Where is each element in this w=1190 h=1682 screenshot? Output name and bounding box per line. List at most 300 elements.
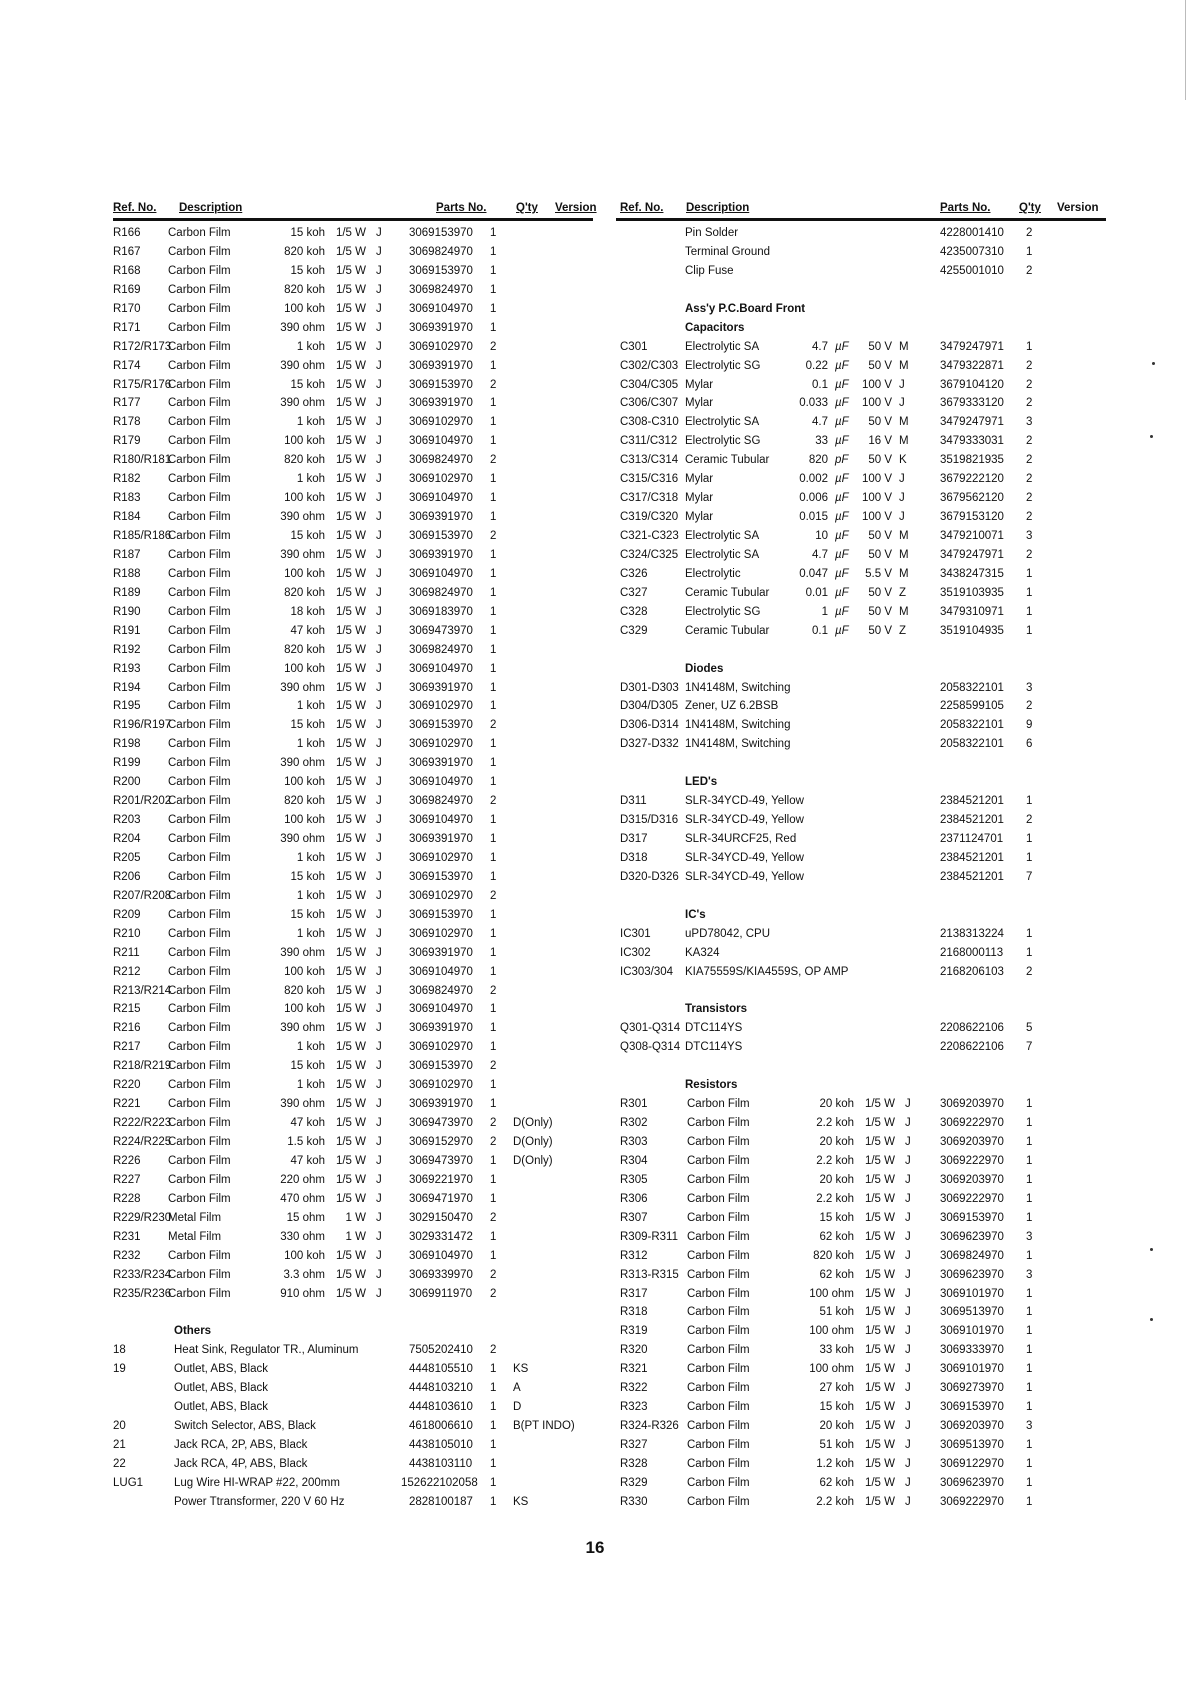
- pn-cell: 3069102970: [409, 889, 473, 902]
- desc-cell: Mylar: [685, 378, 714, 391]
- value-cell: 390 ohm: [280, 397, 325, 410]
- pn-cell: 3069101970: [940, 1287, 1004, 1300]
- pn-cell: 3069391970: [409, 359, 473, 372]
- long-cell: Others: [174, 1325, 212, 1338]
- table-row: [113, 263, 593, 282]
- table-row: [113, 395, 593, 414]
- scan-speck: [1150, 435, 1153, 438]
- pn-cell: 3069222970: [940, 1192, 1004, 1205]
- ref-cell: R207/R208: [113, 889, 172, 902]
- q-cell: 2: [1026, 965, 1033, 978]
- q-cell: 2: [490, 1268, 497, 1281]
- desc-cell: Electrolytic: [685, 567, 741, 580]
- q-cell: 2: [490, 795, 497, 808]
- t-cell: J: [376, 245, 382, 258]
- value-cell: 820 koh: [284, 984, 325, 997]
- table-row: [616, 1248, 1106, 1267]
- q-cell: 1: [1026, 1457, 1033, 1470]
- table-row: [113, 1399, 593, 1418]
- t-cell: J: [905, 1268, 911, 1281]
- long-cell: Ass'y P.C.Board Front: [685, 302, 806, 315]
- wattage-cell: 1/5 W: [335, 795, 366, 808]
- desc-cell: Carbon Film: [168, 1154, 231, 1167]
- q-cell: 1: [490, 624, 497, 637]
- t-cell: J: [905, 1173, 911, 1186]
- value-cell: 0.1: [812, 624, 828, 637]
- q-cell: 2: [490, 719, 497, 732]
- value-cell: 47 koh: [290, 1117, 325, 1130]
- value-cell: 390 ohm: [280, 1022, 325, 1035]
- t-cell: J: [376, 1268, 382, 1281]
- table-row: [616, 414, 1106, 433]
- desc-cell: Electrolytic SA: [685, 416, 760, 429]
- long-cell: Jack RCA, 4P, ABS, Black: [174, 1457, 308, 1470]
- t-cell: K: [899, 454, 907, 467]
- pn-cell: 3069153970: [409, 530, 473, 542]
- table-row: [113, 320, 593, 339]
- table-row: [113, 377, 593, 396]
- table-row: [113, 1039, 593, 1058]
- scan-speck: [1152, 362, 1155, 365]
- wattage-cell: 1/5 W: [335, 908, 366, 921]
- table-row: [616, 1494, 1106, 1513]
- value-cell: 0.015: [799, 511, 828, 524]
- desc-cell: Carbon Film: [687, 1420, 750, 1433]
- ref-cell: R172/R173: [113, 340, 172, 353]
- table-row: [616, 339, 1106, 358]
- t-cell: J: [376, 492, 382, 505]
- voltage-cell: 50 V: [868, 624, 892, 637]
- ref-cell: D320-D326: [620, 870, 679, 883]
- q-cell: 2: [490, 1117, 497, 1130]
- pn-cell: 3479247971: [940, 548, 1004, 561]
- ref-cell: R191: [113, 624, 141, 637]
- t-cell: J: [376, 681, 382, 694]
- wattage-cell: 1/5 W: [335, 340, 366, 353]
- q-cell: 1: [490, 435, 497, 448]
- t-cell: J: [376, 814, 382, 827]
- t-cell: J: [376, 397, 382, 410]
- table-row: [616, 831, 1106, 850]
- pn-cell: 2058322101: [940, 738, 1004, 751]
- table-row: [616, 1380, 1106, 1399]
- pn-cell: 2384521201: [940, 870, 1004, 883]
- desc-cell: Carbon Film: [168, 1079, 231, 1092]
- desc-cell: Carbon Film: [168, 814, 231, 827]
- q-cell: 2: [1026, 359, 1033, 372]
- wattage-cell: 1/5 W: [864, 1495, 895, 1508]
- t-cell: J: [905, 1192, 911, 1205]
- unit-cell: µF: [835, 397, 849, 410]
- desc-cell: Carbon Film: [687, 1476, 750, 1489]
- pn-cell: 3479247971: [940, 340, 1004, 353]
- pn-cell: 3069102970: [409, 473, 473, 486]
- wattage-cell: 1/5 W: [335, 1060, 366, 1073]
- pn-cell: 152622102058: [401, 1476, 478, 1489]
- long-cell: DTC114YS: [685, 1041, 743, 1054]
- value-cell: 1.5 koh: [287, 1136, 325, 1148]
- ref-cell: R309-R311: [620, 1230, 678, 1243]
- ref-cell: C324/C325: [620, 548, 679, 561]
- header-qty: Q'ty: [516, 202, 538, 214]
- table-row: [113, 244, 593, 263]
- ref-cell: R192: [113, 643, 141, 656]
- table-row: [113, 471, 593, 490]
- table-row: [113, 433, 593, 452]
- voltage-cell: 5.5 V: [865, 567, 892, 580]
- ref-cell: C317/C318: [620, 492, 679, 505]
- wattage-cell: 1/5 W: [864, 1173, 895, 1186]
- t-cell: J: [376, 889, 382, 902]
- pn-cell: 3679333120: [940, 397, 1004, 410]
- table-row: [616, 964, 1106, 983]
- wattage-cell: 1/5 W: [335, 1117, 366, 1130]
- desc-cell: Carbon Film: [687, 1401, 750, 1414]
- wattage-cell: 1/5 W: [335, 757, 366, 770]
- ref-cell: R184: [113, 511, 141, 524]
- ref-cell: R198: [113, 738, 141, 751]
- desc-cell: Carbon Film: [168, 681, 231, 694]
- long-cell: 1N4148M, Switching: [685, 719, 791, 732]
- value-cell: 4.7: [812, 416, 828, 429]
- pn-cell: 3069104970: [409, 492, 473, 505]
- pn-cell: 3679153120: [940, 511, 1004, 524]
- value-cell: 27 koh: [819, 1382, 854, 1395]
- desc-cell: Carbon Film: [687, 1249, 750, 1262]
- ref-cell: Q308-Q314: [620, 1041, 681, 1054]
- pn-cell: 3069102970: [409, 1079, 473, 1092]
- unit-cell: µF: [835, 435, 849, 448]
- voltage-cell: 100 V: [861, 511, 892, 524]
- table-row: [113, 509, 593, 528]
- pn-cell: 3069473970: [409, 1117, 473, 1130]
- wattage-cell: 1/5 W: [335, 567, 366, 580]
- value-cell: 0.002: [799, 473, 828, 486]
- pn-cell: 3069101970: [940, 1325, 1004, 1338]
- table-row: [616, 850, 1106, 869]
- long-cell: 1N4148M, Switching: [685, 681, 791, 694]
- ref-cell: R211: [113, 946, 140, 959]
- value-cell: 4.7: [812, 548, 828, 561]
- table-row: [616, 698, 1106, 717]
- value-cell: 820 koh: [284, 586, 325, 599]
- long-cell: uPD78042, CPU: [685, 927, 771, 940]
- wattage-cell: 1/5 W: [335, 870, 366, 883]
- value-cell: 0.006: [799, 492, 828, 505]
- t-cell: M: [899, 416, 909, 429]
- table-row: [616, 490, 1106, 509]
- ref-cell: R322: [620, 1382, 648, 1395]
- ref-cell: R206: [113, 870, 141, 883]
- q-cell: 2: [490, 454, 497, 467]
- t-cell: J: [905, 1457, 911, 1470]
- table-row: [113, 964, 593, 983]
- value-cell: 1 koh: [296, 738, 325, 751]
- table-row: [616, 1418, 1106, 1437]
- q-cell: 1: [490, 416, 497, 429]
- ref-cell: R317: [620, 1287, 648, 1300]
- pn-cell: 3069333970: [940, 1344, 1004, 1357]
- t-cell: J: [905, 1363, 911, 1376]
- header-parts-no: Parts No.: [940, 202, 991, 214]
- desc-cell: Carbon Film: [168, 435, 231, 448]
- wattage-cell: 1/5 W: [335, 738, 366, 751]
- unit-cell: µF: [835, 416, 849, 429]
- t-cell: J: [905, 1401, 911, 1414]
- table-row: [113, 1058, 593, 1077]
- pn-cell: 3069623970: [940, 1230, 1004, 1243]
- value-cell: 2.2 koh: [816, 1117, 854, 1130]
- ref-cell: R174: [113, 359, 141, 372]
- long-cell: Resistors: [685, 1079, 738, 1092]
- desc-cell: Metal Film: [168, 1211, 222, 1224]
- q-cell: 2: [1026, 548, 1033, 561]
- table-row: [616, 1115, 1106, 1134]
- desc-cell: Carbon Film: [687, 1495, 750, 1508]
- desc-cell: Carbon Film: [168, 624, 231, 637]
- ref-cell: C326: [620, 567, 648, 580]
- pn-cell: 4235007310: [940, 245, 1004, 258]
- ref-cell: R231: [113, 1230, 141, 1243]
- desc-cell: Carbon Film: [687, 1230, 750, 1243]
- ref-cell: D318: [620, 851, 648, 864]
- q-cell: 1: [490, 1249, 497, 1262]
- ref-cell: C301: [620, 340, 648, 353]
- voltage-cell: 50 V: [868, 359, 892, 372]
- t-cell: J: [905, 1249, 911, 1262]
- pn-cell: 3519103935: [940, 586, 1004, 599]
- wattage-cell: 1/5 W: [864, 1325, 895, 1338]
- pn-cell: 3069391970: [409, 757, 473, 770]
- long-cell: IC's: [685, 908, 706, 921]
- q-cell: 1: [1026, 605, 1033, 618]
- table-row: [616, 1077, 1106, 1096]
- q-cell: 1: [490, 700, 497, 713]
- wattage-cell: 1/5 W: [335, 1173, 366, 1186]
- wattage-cell: 1/5 W: [335, 321, 366, 334]
- q-cell: 1: [1026, 1098, 1033, 1111]
- value-cell: 1 koh: [296, 889, 325, 902]
- pn-cell: 2138313224: [940, 927, 1004, 940]
- value-cell: 0.1: [812, 378, 828, 391]
- q-cell: 1: [490, 548, 497, 561]
- long-cell: Jack RCA, 2P, ABS, Black: [174, 1439, 308, 1451]
- pn-cell: 3069183970: [409, 605, 473, 618]
- t-cell: J: [376, 511, 382, 524]
- pn-cell: 3069222970: [940, 1154, 1004, 1167]
- table-row: [113, 1456, 593, 1475]
- value-cell: 15 koh: [819, 1211, 854, 1224]
- table-row: [616, 225, 1106, 244]
- q-cell: 1: [490, 870, 497, 883]
- q-cell: 1: [1026, 1192, 1033, 1205]
- q-cell: 1: [490, 1192, 497, 1205]
- table-row: [616, 282, 1106, 301]
- desc-cell: Carbon Film: [168, 1287, 231, 1300]
- ref-cell: C328: [620, 605, 648, 618]
- t-cell: J: [376, 340, 382, 353]
- left-header: [113, 202, 597, 221]
- long-cell: KIA75559S/KIA4559S, OP AMP: [685, 965, 849, 978]
- long-cell: Power Ttransformer, 220 V 60 Hz: [174, 1495, 345, 1508]
- ref-cell: R313-R315: [620, 1268, 679, 1281]
- wattage-cell: 1/5 W: [335, 359, 366, 372]
- pn-cell: 4448103610: [409, 1401, 473, 1414]
- table-row: [616, 1134, 1106, 1153]
- ref-cell: IC302: [620, 946, 651, 959]
- voltage-cell: 50 V: [868, 416, 892, 429]
- table-row: [113, 1210, 593, 1229]
- desc-cell: Carbon Film: [168, 1192, 231, 1205]
- table-row: [616, 1342, 1106, 1361]
- q-cell: 2: [490, 889, 497, 902]
- table-row: [113, 1361, 593, 1380]
- wattage-cell: 1/5 W: [335, 397, 366, 410]
- q-cell: 1: [490, 321, 497, 334]
- table-row: [113, 1323, 593, 1342]
- desc-cell: Carbon Film: [687, 1211, 750, 1224]
- wattage-cell: 1/5 W: [335, 586, 366, 599]
- q-cell: 1: [490, 1457, 497, 1470]
- pn-cell: 3069222970: [940, 1117, 1004, 1130]
- q-cell: 1: [1026, 586, 1033, 599]
- wattage-cell: 1/5 W: [335, 1136, 366, 1148]
- pn-cell: 3069391970: [409, 946, 473, 959]
- t-cell: J: [905, 1344, 911, 1357]
- q-cell: 1: [1026, 1476, 1033, 1489]
- q-cell: 1: [490, 851, 497, 864]
- wattage-cell: 1/5 W: [864, 1457, 895, 1470]
- value-cell: 2.2 koh: [816, 1495, 854, 1508]
- desc-cell: Electrolytic SA: [685, 548, 760, 561]
- ver-cell: KS: [513, 1363, 529, 1376]
- q-cell: 2: [490, 340, 497, 353]
- pn-cell: 3069153970: [940, 1211, 1004, 1224]
- table-row: [616, 1399, 1106, 1418]
- desc-cell: Carbon Film: [687, 1098, 750, 1111]
- table-row: [113, 1494, 593, 1513]
- desc-cell: Carbon Film: [168, 870, 231, 883]
- table-row: [113, 623, 593, 642]
- table-row: [616, 983, 1106, 1002]
- t-cell: J: [899, 397, 905, 410]
- q-cell: 1: [490, 738, 497, 751]
- pn-cell: 3069153970: [409, 227, 473, 239]
- desc-cell: Ceramic Tubular: [685, 586, 770, 599]
- desc-cell: Ceramic Tubular: [685, 454, 770, 467]
- table-row: [616, 585, 1106, 604]
- value-cell: 910 ohm: [280, 1287, 325, 1300]
- desc-cell: Carbon Film: [168, 397, 231, 410]
- q-cell: 1: [490, 814, 497, 827]
- desc-cell: Carbon Film: [168, 340, 231, 353]
- value-cell: 1 koh: [296, 1041, 325, 1054]
- t-cell: J: [376, 776, 382, 789]
- q-cell: 1: [1026, 1287, 1033, 1300]
- pn-cell: 2058322101: [940, 681, 1004, 694]
- ref-cell: R199: [113, 757, 141, 770]
- pn-cell: 3069911970: [409, 1287, 473, 1300]
- q-cell: 1: [490, 511, 497, 524]
- pn-cell: 3438247315: [940, 567, 1004, 580]
- ref-cell: D317: [620, 833, 648, 845]
- pn-cell: 3029150470: [409, 1211, 473, 1224]
- table-row: [113, 225, 593, 244]
- q-cell: 1: [490, 1173, 497, 1186]
- q-cell: 1: [490, 1041, 497, 1054]
- table-row: [113, 983, 593, 1002]
- table-row: [113, 1172, 593, 1191]
- header-version: Version: [555, 202, 597, 214]
- pn-cell: 2371124701: [940, 833, 1004, 845]
- q-cell: 3: [1026, 1268, 1033, 1281]
- value-cell: 47 koh: [290, 1154, 325, 1167]
- value-cell: 1 koh: [296, 1079, 325, 1092]
- long-cell: SLR-34YCD-49, Yellow: [685, 814, 804, 827]
- q-cell: 1: [490, 927, 497, 940]
- table-row: [113, 1304, 593, 1323]
- q-cell: 3: [1026, 1420, 1033, 1433]
- desc-cell: Carbon Film: [168, 776, 231, 789]
- wattage-cell: 1/5 W: [335, 1154, 366, 1167]
- t-cell: J: [376, 1003, 382, 1016]
- table-row: [113, 1437, 593, 1456]
- desc-cell: Carbon Film: [168, 719, 231, 732]
- q-cell: 3: [1026, 681, 1033, 694]
- value-cell: 220 ohm: [280, 1173, 325, 1186]
- ref-cell: D315/D316: [620, 814, 679, 827]
- voltage-cell: 50 V: [868, 605, 892, 618]
- ref-cell: R188: [113, 567, 141, 580]
- desc-cell: Carbon Film: [687, 1344, 750, 1357]
- value-cell: 18 koh: [290, 605, 325, 618]
- value-cell: 2.2 koh: [816, 1154, 854, 1167]
- desc-cell: Mylar: [685, 492, 714, 505]
- table-row: [616, 1001, 1106, 1020]
- q-cell: 1: [490, 302, 497, 315]
- pn-cell: 2168000113: [940, 946, 1004, 959]
- q-cell: 1: [1026, 1136, 1033, 1148]
- ref-cell: R312: [620, 1249, 648, 1262]
- wattage-cell: 1/5 W: [335, 245, 366, 258]
- desc-cell: Carbon Film: [168, 454, 231, 467]
- wattage-cell: 1/5 W: [864, 1401, 895, 1414]
- value-cell: 1 koh: [296, 927, 325, 940]
- pn-cell: 4255001010: [940, 264, 1004, 277]
- unit-cell: µF: [835, 492, 849, 505]
- table-row: [113, 1096, 593, 1115]
- q-cell: 1: [1026, 795, 1033, 808]
- pn-cell: 2384521201: [940, 851, 1004, 864]
- desc-cell: Carbon Film: [687, 1154, 750, 1167]
- table-row: [616, 661, 1106, 680]
- ref-cell: R304: [620, 1154, 648, 1167]
- ref-cell: C308-C310: [620, 416, 679, 429]
- table-row: [113, 1077, 593, 1096]
- ver-cell: D(Only): [513, 1136, 553, 1148]
- voltage-cell: 50 V: [868, 340, 892, 353]
- pn-cell: 3069513970: [940, 1306, 1004, 1319]
- pn-cell: 3069104970: [409, 435, 473, 448]
- t-cell: M: [899, 567, 909, 580]
- table-row: [616, 452, 1106, 471]
- desc-cell: Carbon Film: [168, 548, 231, 561]
- q-cell: 1: [490, 643, 497, 656]
- table-row: [616, 244, 1106, 263]
- pn-cell: 4618006610: [409, 1420, 473, 1433]
- table-row: [113, 850, 593, 869]
- desc-cell: Mylar: [685, 511, 714, 524]
